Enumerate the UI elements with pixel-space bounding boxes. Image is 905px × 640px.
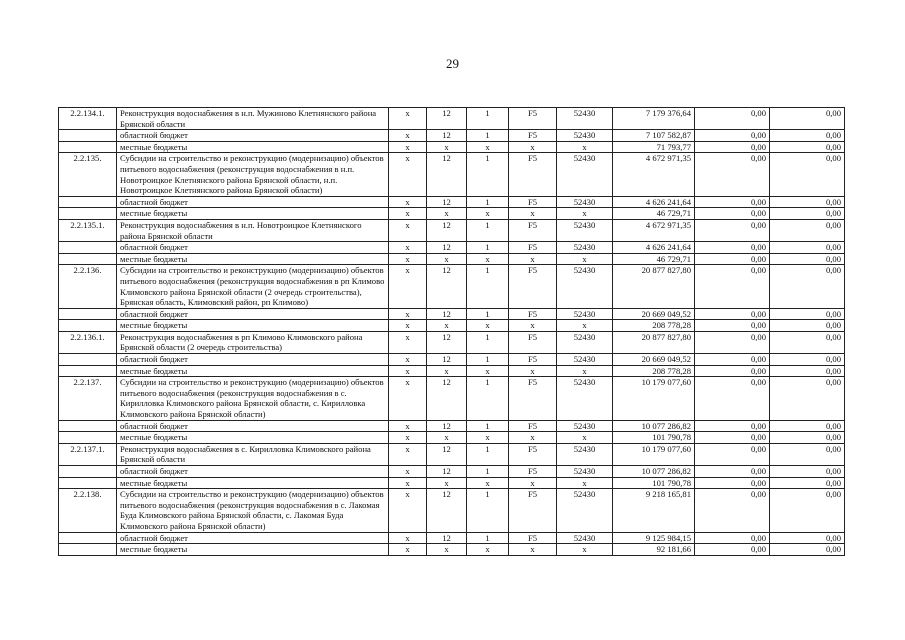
row-amount-1: 7 179 376,64 (613, 108, 695, 130)
row-amount-1: 10 077 286,82 (613, 466, 695, 478)
row-code-col-3: 1 (467, 377, 509, 420)
row-code-col-4: F5 (509, 196, 557, 208)
row-code-col-1: х (389, 443, 427, 465)
table-row (59, 265, 845, 308)
row-code-col-1: х (389, 420, 427, 432)
row-amount-1: 71 793,77 (613, 141, 695, 153)
row-amount-1: 10 077 286,82 (613, 420, 695, 432)
row-amount-1: 9 218 165,81 (613, 489, 695, 532)
row-amount-1: 20 877 827,80 (613, 331, 695, 353)
row-amount-3: 0,00 (770, 477, 845, 489)
row-code-col-3: 1 (467, 153, 509, 196)
row-code-col-1: х (389, 242, 427, 254)
table-row (59, 420, 845, 432)
row-code-col-5: 52430 (557, 489, 613, 532)
row-code: 2.2.137.1. (59, 443, 117, 465)
row-amount-1: 101 790,78 (613, 432, 695, 444)
row-name: Субсидии на строительство и реконструкцию (модернизацию) объектов питьевого водоснабжения (реконструкция водоснабжения в с. Лакомая Буда Климовского района Брянской области, с. Лакомая Буда Климовского района Брянской области) (117, 489, 389, 532)
row-amount-1: 7 107 582,87 (613, 130, 695, 142)
row-code: 2.2.136.1. (59, 331, 117, 353)
row-name: Реконструкция водоснабжения в н.п. Мужиново Клетнянского района Брянской области (117, 108, 389, 130)
row-code: 2.2.135. (59, 153, 117, 196)
row-amount-2: 0,00 (695, 265, 770, 308)
row-code-col-2: 12 (427, 420, 467, 432)
table-row (59, 477, 845, 489)
row-amount-3: 0,00 (770, 532, 845, 544)
table-row (59, 443, 845, 465)
row-code-col-5: х (557, 253, 613, 265)
row-amount-1: 92 181,66 (613, 544, 695, 556)
table-row (59, 130, 845, 142)
row-amount-1: 4 672 971,35 (613, 219, 695, 241)
table-row (59, 365, 845, 377)
row-code-col-2: х (427, 544, 467, 556)
row-name: областной бюджет (117, 466, 389, 478)
row-code-col-3: х (467, 320, 509, 332)
row-amount-2: 0,00 (695, 489, 770, 532)
row-amount-3: 0,00 (770, 354, 845, 366)
row-amount-3: 0,00 (770, 242, 845, 254)
row-code-col-1: х (389, 354, 427, 366)
table-row (59, 153, 845, 196)
row-code-col-3: 1 (467, 308, 509, 320)
row-name: областной бюджет (117, 130, 389, 142)
row-amount-1: 20 877 827,80 (613, 265, 695, 308)
row-code-col-2: х (427, 432, 467, 444)
row-code-col-5: х (557, 432, 613, 444)
row-code (59, 354, 117, 366)
row-code-col-4: х (509, 365, 557, 377)
row-amount-1: 4 626 241,64 (613, 196, 695, 208)
row-name: местные бюджеты (117, 320, 389, 332)
row-amount-3: 0,00 (770, 377, 845, 420)
row-code-col-1: х (389, 265, 427, 308)
table-row (59, 219, 845, 241)
table-row (59, 253, 845, 265)
table-row (59, 489, 845, 532)
row-code-col-3: 1 (467, 331, 509, 353)
row-code-col-4: х (509, 432, 557, 444)
row-amount-2: 0,00 (695, 443, 770, 465)
row-code-col-1: х (389, 477, 427, 489)
row-amount-1: 46 729,71 (613, 253, 695, 265)
row-amount-3: 0,00 (770, 420, 845, 432)
table-row (59, 432, 845, 444)
row-code-col-2: 12 (427, 489, 467, 532)
row-amount-2: 0,00 (695, 331, 770, 353)
row-name: Реконструкция водоснабжения в н.п. Новотроицкое Клетнянского района Брянской области (117, 219, 389, 241)
row-code-col-4: х (509, 141, 557, 153)
row-code (59, 130, 117, 142)
row-code-col-3: х (467, 477, 509, 489)
row-amount-1: 9 125 984,15 (613, 532, 695, 544)
row-code-col-5: 52430 (557, 265, 613, 308)
row-code (59, 365, 117, 377)
row-code-col-2: 12 (427, 331, 467, 353)
row-code-col-1: х (389, 365, 427, 377)
table-row (59, 141, 845, 153)
row-code-col-1: х (389, 108, 427, 130)
row-name: местные бюджеты (117, 253, 389, 265)
row-code-col-4: F5 (509, 108, 557, 130)
row-name: областной бюджет (117, 308, 389, 320)
row-code-col-2: 12 (427, 466, 467, 478)
row-code-col-4: F5 (509, 489, 557, 532)
row-name: областной бюджет (117, 354, 389, 366)
row-amount-1: 4 672 971,35 (613, 153, 695, 196)
row-code-col-1: х (389, 489, 427, 532)
row-code-col-2: 12 (427, 130, 467, 142)
row-amount-1: 46 729,71 (613, 208, 695, 220)
row-amount-1: 20 669 049,52 (613, 308, 695, 320)
row-amount-3: 0,00 (770, 443, 845, 465)
row-code-col-4: F5 (509, 153, 557, 196)
row-code-col-4: х (509, 253, 557, 265)
row-amount-3: 0,00 (770, 489, 845, 532)
row-name: областной бюджет (117, 242, 389, 254)
row-code (59, 320, 117, 332)
row-code-col-3: 1 (467, 108, 509, 130)
row-code-col-4: F5 (509, 466, 557, 478)
row-code-col-1: х (389, 253, 427, 265)
row-amount-3: 0,00 (770, 153, 845, 196)
row-amount-1: 10 179 077,60 (613, 377, 695, 420)
row-amount-2: 0,00 (695, 320, 770, 332)
row-code-col-2: 12 (427, 153, 467, 196)
row-amount-1: 208 778,28 (613, 320, 695, 332)
row-name: Субсидии на строительство и реконструкцию (модернизацию) объектов питьевого водоснабжения (реконструкция водоснабжения в рп Климово Климовского района Брянской области (2 очередь строительства), Брянская область, Климовский район, рп Климово) (117, 265, 389, 308)
row-code (59, 432, 117, 444)
row-code-col-5: х (557, 320, 613, 332)
row-code-col-3: 1 (467, 466, 509, 478)
row-code-col-3: 1 (467, 532, 509, 544)
row-code-col-4: F5 (509, 242, 557, 254)
row-name: Субсидии на строительство и реконструкцию (модернизацию) объектов питьевого водоснабжения (реконструкция водоснабжения в н.п. Новотроицкое Клетнянского района Брянской области, н.п. Новотроицкое Клетнянского района Брянской области) (117, 153, 389, 196)
table-row (59, 466, 845, 478)
row-code-col-4: F5 (509, 532, 557, 544)
row-code-col-3: х (467, 141, 509, 153)
row-code (59, 420, 117, 432)
row-code-col-5: 52430 (557, 242, 613, 254)
row-code-col-3: 1 (467, 265, 509, 308)
row-amount-2: 0,00 (695, 242, 770, 254)
row-amount-3: 0,00 (770, 365, 845, 377)
row-code (59, 466, 117, 478)
row-amount-2: 0,00 (695, 141, 770, 153)
row-code-col-1: х (389, 331, 427, 353)
table-row (59, 354, 845, 366)
row-code-col-5: х (557, 477, 613, 489)
row-code-col-5: 52430 (557, 331, 613, 353)
row-code-col-5: 52430 (557, 377, 613, 420)
row-code (59, 253, 117, 265)
row-amount-2: 0,00 (695, 219, 770, 241)
row-code-col-1: х (389, 466, 427, 478)
row-code-col-2: 12 (427, 242, 467, 254)
row-code-col-5: 52430 (557, 153, 613, 196)
row-code-col-5: 52430 (557, 196, 613, 208)
row-code-col-4: F5 (509, 331, 557, 353)
row-code-col-2: 12 (427, 354, 467, 366)
row-amount-3: 0,00 (770, 432, 845, 444)
row-amount-3: 0,00 (770, 265, 845, 308)
row-code-col-3: 1 (467, 196, 509, 208)
row-code-col-3: х (467, 544, 509, 556)
row-code-col-2: 12 (427, 108, 467, 130)
row-amount-2: 0,00 (695, 420, 770, 432)
row-code-col-5: х (557, 365, 613, 377)
row-amount-2: 0,00 (695, 130, 770, 142)
row-code-col-2: х (427, 253, 467, 265)
row-amount-3: 0,00 (770, 331, 845, 353)
row-code-col-3: 1 (467, 130, 509, 142)
row-code-col-1: х (389, 196, 427, 208)
row-code: 2.2.135.1. (59, 219, 117, 241)
row-code-col-5: 52430 (557, 308, 613, 320)
row-code-col-3: х (467, 253, 509, 265)
row-code-col-2: х (427, 208, 467, 220)
row-code-col-4: х (509, 208, 557, 220)
row-code-col-1: х (389, 544, 427, 556)
row-amount-3: 0,00 (770, 141, 845, 153)
row-amount-2: 0,00 (695, 108, 770, 130)
row-name: местные бюджеты (117, 432, 389, 444)
row-code: 2.2.134.1. (59, 108, 117, 130)
row-amount-2: 0,00 (695, 377, 770, 420)
row-code-col-2: 12 (427, 196, 467, 208)
row-code-col-5: 52430 (557, 420, 613, 432)
row-amount-3: 0,00 (770, 196, 845, 208)
row-name: местные бюджеты (117, 141, 389, 153)
row-code-col-5: 52430 (557, 130, 613, 142)
row-code-col-3: 1 (467, 420, 509, 432)
row-code-col-2: х (427, 477, 467, 489)
table-row (59, 377, 845, 420)
row-code-col-4: F5 (509, 443, 557, 465)
row-code-col-2: 12 (427, 443, 467, 465)
row-code-col-5: х (557, 208, 613, 220)
row-code-col-1: х (389, 308, 427, 320)
row-amount-3: 0,00 (770, 208, 845, 220)
row-amount-3: 0,00 (770, 544, 845, 556)
row-code-col-4: F5 (509, 420, 557, 432)
table-row (59, 544, 845, 556)
row-amount-1: 20 669 049,52 (613, 354, 695, 366)
row-amount-1: 101 790,78 (613, 477, 695, 489)
row-code-col-3: х (467, 432, 509, 444)
table-row (59, 208, 845, 220)
row-code (59, 141, 117, 153)
row-name: Субсидии на строительство и реконструкцию (модернизацию) объектов питьевого водоснабжения (реконструкция водоснабжения в с. Кирилловка Климовского района Брянской области, с. Кирилловка Климовского района Брянской области) (117, 377, 389, 420)
row-amount-2: 0,00 (695, 308, 770, 320)
row-code (59, 532, 117, 544)
row-amount-1: 4 626 241,64 (613, 242, 695, 254)
row-code (59, 242, 117, 254)
row-amount-3: 0,00 (770, 219, 845, 241)
row-code-col-2: х (427, 141, 467, 153)
row-code: 2.2.137. (59, 377, 117, 420)
row-code-col-1: х (389, 320, 427, 332)
row-amount-3: 0,00 (770, 320, 845, 332)
row-code-col-1: х (389, 153, 427, 196)
row-code-col-4: F5 (509, 308, 557, 320)
row-code-col-1: х (389, 432, 427, 444)
row-name: областной бюджет (117, 196, 389, 208)
row-amount-2: 0,00 (695, 354, 770, 366)
row-amount-3: 0,00 (770, 130, 845, 142)
row-code-col-1: х (389, 141, 427, 153)
row-amount-2: 0,00 (695, 432, 770, 444)
row-code (59, 208, 117, 220)
row-name: местные бюджеты (117, 208, 389, 220)
row-code (59, 477, 117, 489)
row-code-col-2: 12 (427, 377, 467, 420)
table-row (59, 308, 845, 320)
row-code-col-4: F5 (509, 354, 557, 366)
row-name: местные бюджеты (117, 477, 389, 489)
row-amount-1: 10 179 077,60 (613, 443, 695, 465)
row-amount-2: 0,00 (695, 532, 770, 544)
row-code-col-3: 1 (467, 354, 509, 366)
row-code (59, 308, 117, 320)
page-number: 29 (446, 56, 459, 71)
budget-table (58, 107, 845, 556)
row-name: местные бюджеты (117, 544, 389, 556)
table-row (59, 320, 845, 332)
row-code-col-4: F5 (509, 377, 557, 420)
row-amount-2: 0,00 (695, 544, 770, 556)
row-code-col-5: 52430 (557, 219, 613, 241)
row-code-col-3: х (467, 208, 509, 220)
row-code-col-4: F5 (509, 130, 557, 142)
row-amount-2: 0,00 (695, 208, 770, 220)
row-amount-2: 0,00 (695, 365, 770, 377)
row-amount-3: 0,00 (770, 253, 845, 265)
row-code-col-5: 52430 (557, 354, 613, 366)
row-code-col-1: х (389, 219, 427, 241)
row-code (59, 544, 117, 556)
row-code-col-3: х (467, 365, 509, 377)
row-code-col-5: х (557, 544, 613, 556)
table-row (59, 196, 845, 208)
row-code-col-2: 12 (427, 308, 467, 320)
row-name: областной бюджет (117, 420, 389, 432)
row-code-col-3: 1 (467, 489, 509, 532)
row-code-col-4: х (509, 544, 557, 556)
row-code-col-5: 52430 (557, 466, 613, 478)
row-name: Реконструкция водоснабжения в с. Кирилловка Климовского района Брянской области (117, 443, 389, 465)
row-amount-1: 208 778,28 (613, 365, 695, 377)
table-row (59, 532, 845, 544)
row-code-col-5: х (557, 141, 613, 153)
row-amount-2: 0,00 (695, 253, 770, 265)
row-name: местные бюджеты (117, 365, 389, 377)
row-amount-2: 0,00 (695, 153, 770, 196)
row-code-col-1: х (389, 377, 427, 420)
row-code-col-4: F5 (509, 219, 557, 241)
row-amount-2: 0,00 (695, 477, 770, 489)
row-code-col-3: 1 (467, 242, 509, 254)
row-amount-3: 0,00 (770, 108, 845, 130)
row-code-col-2: х (427, 320, 467, 332)
row-code-col-4: F5 (509, 265, 557, 308)
row-code-col-2: х (427, 365, 467, 377)
table-row (59, 242, 845, 254)
row-amount-3: 0,00 (770, 466, 845, 478)
row-code-col-1: х (389, 208, 427, 220)
table-row (59, 108, 845, 130)
row-name: Реконструкция водоснабжения в рп Климово Климовского района Брянской области (2 очередь строительства) (117, 331, 389, 353)
row-code-col-5: 52430 (557, 108, 613, 130)
row-code-col-5: 52430 (557, 532, 613, 544)
row-code-col-3: 1 (467, 443, 509, 465)
row-code: 2.2.136. (59, 265, 117, 308)
row-code (59, 196, 117, 208)
row-code-col-3: 1 (467, 219, 509, 241)
row-code-col-4: х (509, 477, 557, 489)
row-code-col-1: х (389, 532, 427, 544)
row-code: 2.2.138. (59, 489, 117, 532)
row-amount-2: 0,00 (695, 466, 770, 478)
row-code-col-2: 12 (427, 219, 467, 241)
row-amount-3: 0,00 (770, 308, 845, 320)
table-row (59, 331, 845, 353)
row-code-col-5: 52430 (557, 443, 613, 465)
row-code-col-2: 12 (427, 265, 467, 308)
row-code-col-1: х (389, 130, 427, 142)
row-name: областной бюджет (117, 532, 389, 544)
table-body (59, 108, 845, 556)
row-amount-2: 0,00 (695, 196, 770, 208)
row-code-col-4: х (509, 320, 557, 332)
row-code-col-2: 12 (427, 532, 467, 544)
